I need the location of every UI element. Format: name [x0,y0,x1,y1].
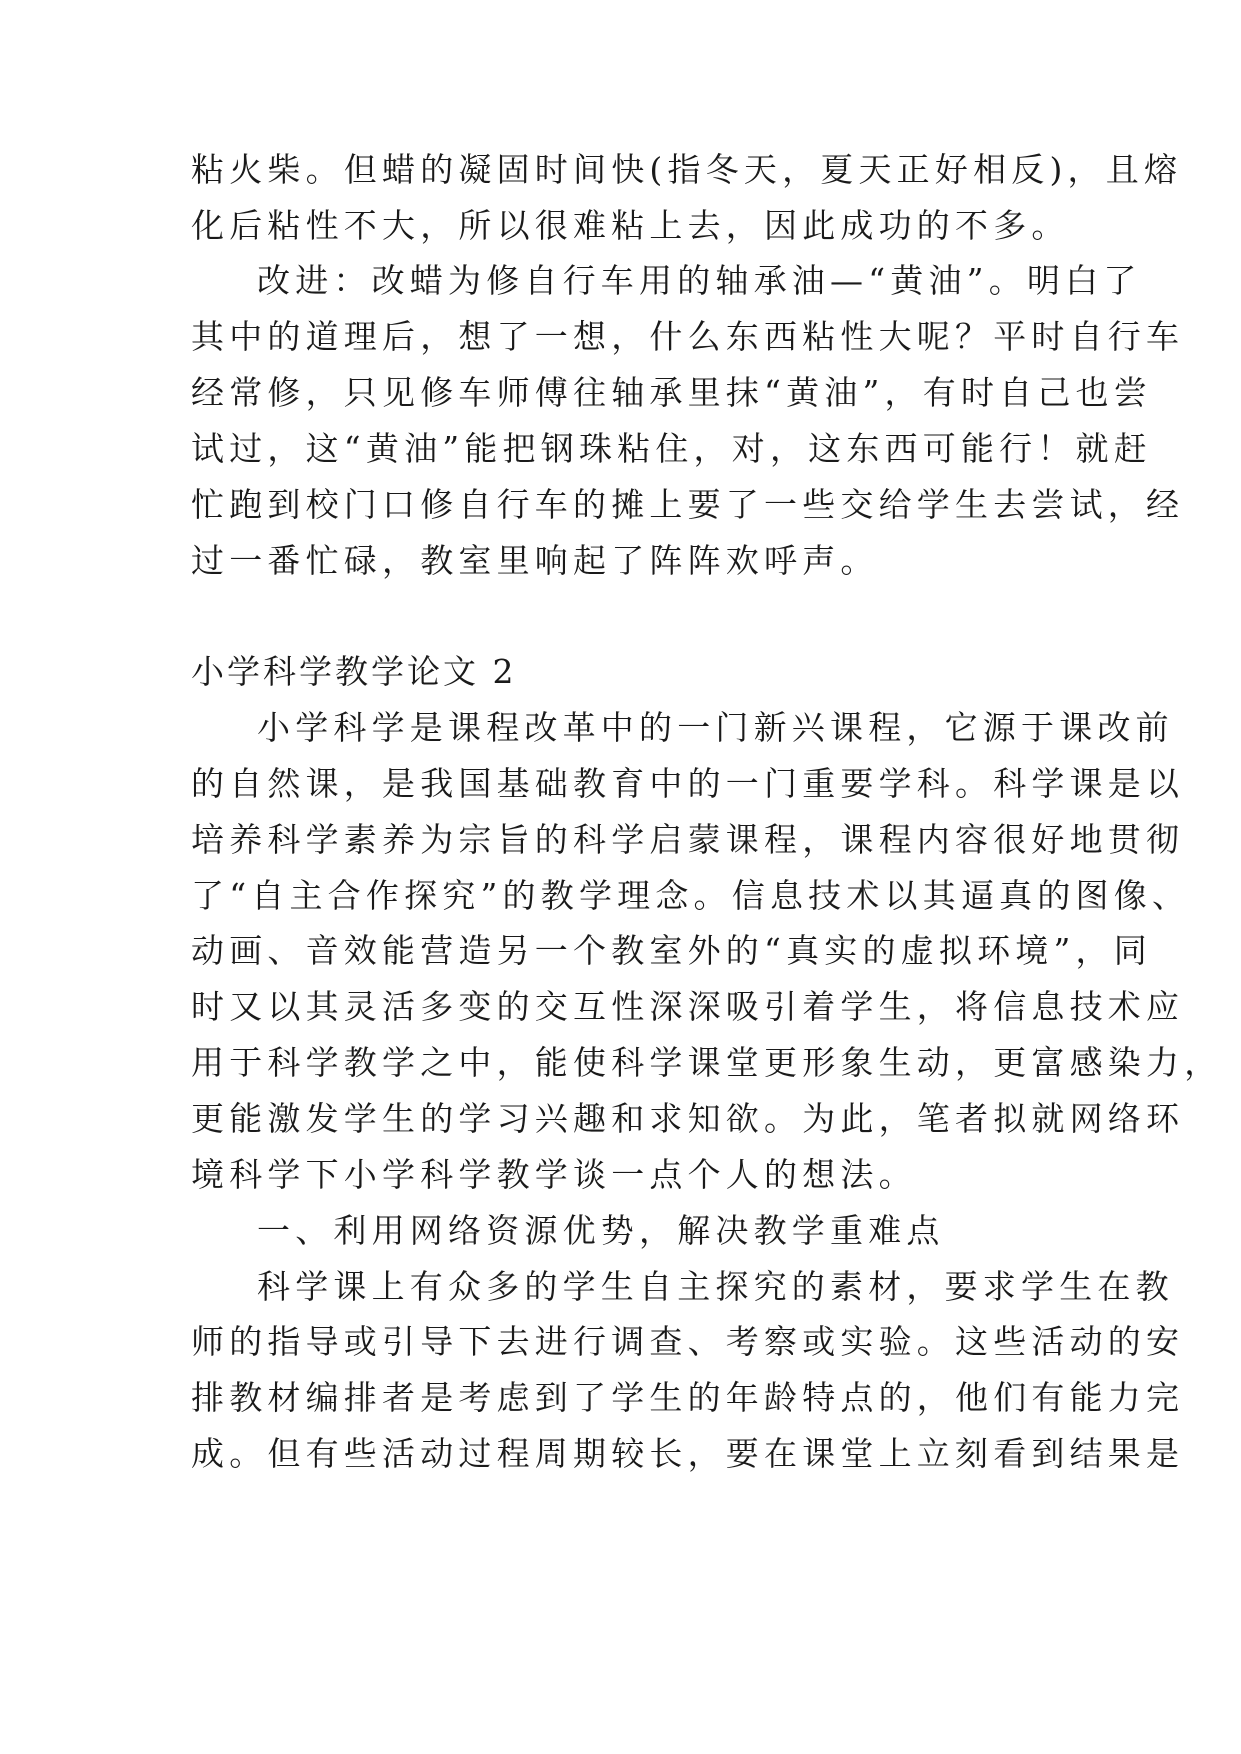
paragraph-line: 排教材编排者是考虑到了学生的年龄特点的，他们有能力完 [191,1378,1185,1417]
paragraph-line: 的自然课，是我国基础教育中的一门重要学科。科学课是以 [191,764,1185,803]
paragraph-line: 更能激发学生的学习兴趣和求知欲。为此，笔者拟就网络环 [191,1099,1185,1138]
paragraph-line: 小学科学是课程改革中的一门新兴课程，它源于课改前 [257,708,1174,747]
paragraph-line: 过一番忙碌，教室里响起了阵阵欢呼声。 [191,541,879,580]
paragraph-line: 用于科学教学之中，能使科学课堂更形象生动，更富感染力， [191,1043,1223,1082]
paragraph-line: 境科学下小学科学教学谈一点个人的想法。 [191,1155,917,1194]
paragraph-line: 试过，这“黄油”能把钢珠粘住，对，这东西可能行！就赶 [191,429,1152,468]
subsection-heading: 一、利用网络资源优势，解决教学重难点 [257,1211,945,1250]
paragraph-line: 成。但有些活动过程周期较长，要在课堂上立刻看到结果是 [191,1434,1185,1473]
paragraph-line: 经常修，只见修车师傅往轴承里抹“黄油”，有时自己也尝 [191,373,1152,412]
paragraph-line: 师的指导或引导下去进行调查、考察或实验。这些活动的安 [191,1322,1185,1361]
paragraph-line: 时又以其灵活多变的交互性深深吸引着学生，将信息技术应 [191,987,1185,1026]
paragraph-line: 了“自主合作探究”的教学理念。信息技术以其逼真的图像、 [191,876,1191,915]
paragraph-line: 化后粘性不大，所以很难粘上去，因此成功的不多。 [191,206,1070,245]
paragraph-line: 粘火柴。但蜡的凝固时间快(指冬天，夏天正好相反)，且熔 [191,150,1183,189]
paragraph-line: 科学课上有众多的学生自主探究的素材，要求学生在教 [257,1267,1174,1306]
paragraph-line: 动画、音效能营造另一个教室外的“真实的虚拟环境”，同 [191,931,1152,970]
section-title: 小学科学教学论文 2 [191,652,517,691]
paragraph-line: 忙跑到校门口修自行车的摊上要了一些交给学生去尝试，经 [191,485,1185,524]
paragraph-line: 培养科学素养为宗旨的科学启蒙课程，课程内容很好地贯彻 [191,820,1185,859]
paragraph-line: 改进：改蜡为修自行车用的轴承油—“黄油”。明白了 [257,261,1142,300]
paragraph-line: 其中的道理后，想了一想，什么东西粘性大呢？平时自行车 [191,317,1185,356]
